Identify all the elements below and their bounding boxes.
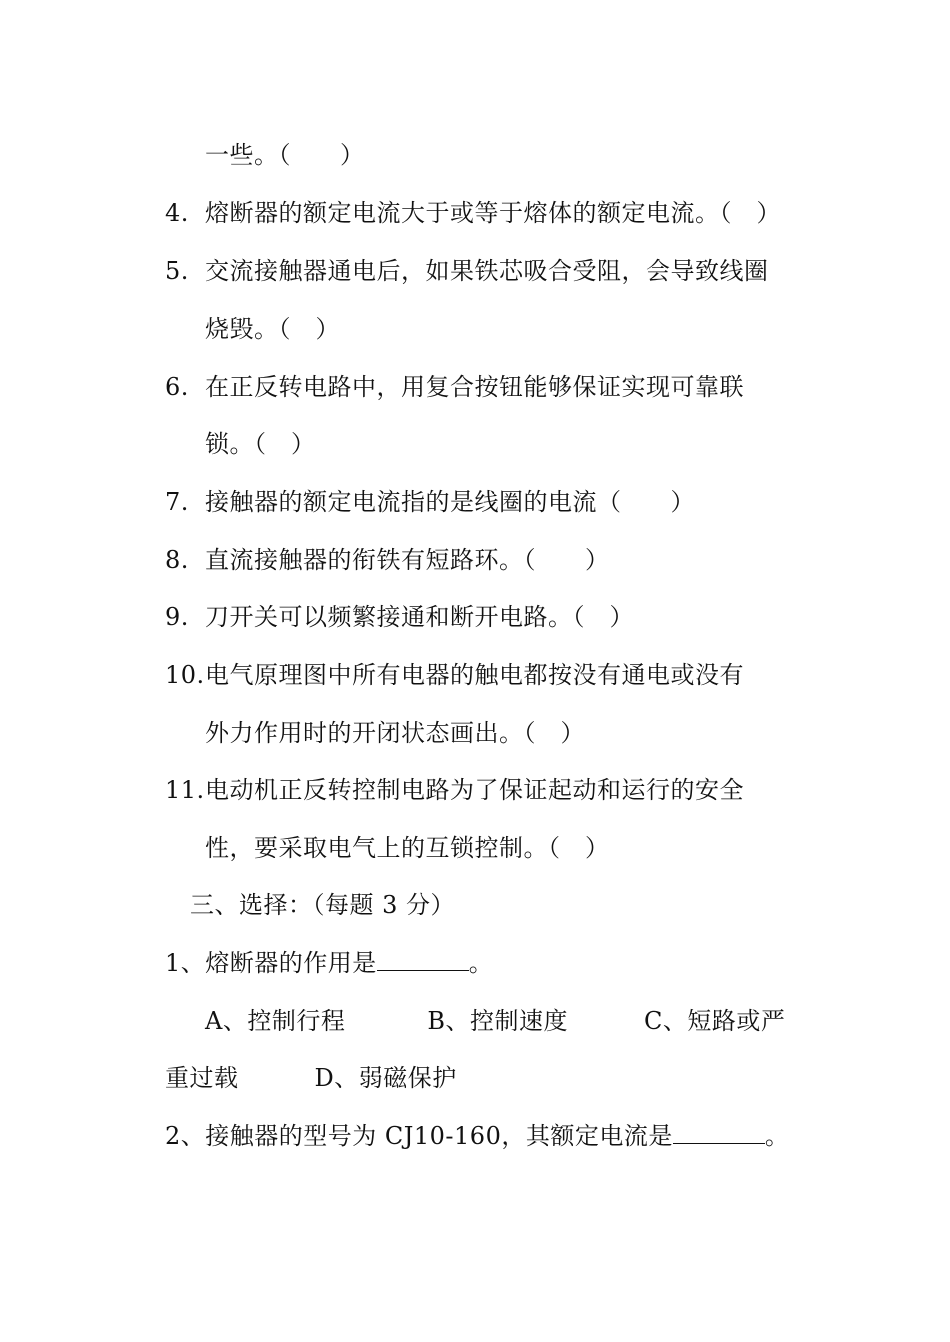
question-text: 在正反转电路中，用复合按钮能够保证实现可靠联	[205, 373, 744, 401]
question-number: 11.	[165, 776, 205, 804]
question-11-continuation: 性，要采取电气上的互锁控制。（ ）	[205, 834, 610, 862]
question-text: 电动机正反转控制电路为了保证起动和运行的安全	[205, 776, 744, 804]
question-text: 电气原理图中所有电器的触电都按没有通电或没有	[205, 661, 744, 689]
question-number: 4.	[165, 199, 189, 227]
option-a: A、控制行程	[205, 1007, 346, 1035]
judge-question-11	[165, 775, 744, 805]
option-c-continuation: 重过载	[165, 1064, 239, 1092]
answer-blank[interactable]	[377, 948, 469, 971]
choice-options-row	[205, 1006, 785, 1036]
judge-question-4	[165, 198, 781, 228]
option-d: D、弱磁保护	[314, 1064, 457, 1092]
choice-question-2	[165, 1121, 789, 1151]
q3-continuation: 一些。（ ）	[205, 141, 365, 169]
question-stem: 1、熔断器的作用是	[165, 949, 377, 977]
question-end: 。	[468, 949, 494, 977]
choice-options-row-2	[165, 1063, 457, 1093]
question-text: 接触器的额定电流指的是线圈的电流（ ）	[205, 488, 695, 516]
question-number: 9.	[165, 603, 189, 631]
question-text: 刀开关可以频繁接通和断开电路。（ ）	[205, 603, 634, 631]
question-number: 10.	[165, 661, 205, 689]
choice-question-1	[165, 948, 493, 978]
judge-question-7	[165, 487, 695, 517]
section-heading: 三、选择：（每题 3 分）	[190, 891, 456, 919]
judge-question-9	[165, 602, 634, 632]
question-stem: 2、接触器的型号为 CJ10-160，其额定电流是	[165, 1122, 673, 1150]
option-b: B、控制速度	[427, 1007, 568, 1035]
judge-question-6	[165, 372, 744, 402]
option-c: C、短路或严	[643, 1007, 786, 1035]
question-number: 5.	[165, 257, 189, 285]
judge-question-8	[165, 545, 610, 575]
question-number: 7.	[165, 488, 189, 516]
question-text: 直流接触器的衔铁有短路环。（ ）	[205, 546, 610, 574]
judge-question-5	[165, 256, 769, 286]
question-number: 8.	[165, 546, 189, 574]
question-6-continuation: 锁。（ ）	[205, 430, 316, 458]
question-text: 熔断器的额定电流大于或等于熔体的额定电流。（ ）	[205, 199, 781, 227]
question-10-continuation: 外力作用时的开闭状态画出。（ ）	[205, 719, 585, 747]
question-number: 6.	[165, 373, 189, 401]
answer-blank[interactable]	[673, 1121, 765, 1144]
question-5-continuation: 烧毁。（ ）	[205, 315, 340, 343]
question-end: 。	[764, 1122, 790, 1150]
judge-question-10	[165, 660, 744, 690]
question-text: 交流接触器通电后，如果铁芯吸合受阻，会导致线圈	[205, 257, 769, 285]
